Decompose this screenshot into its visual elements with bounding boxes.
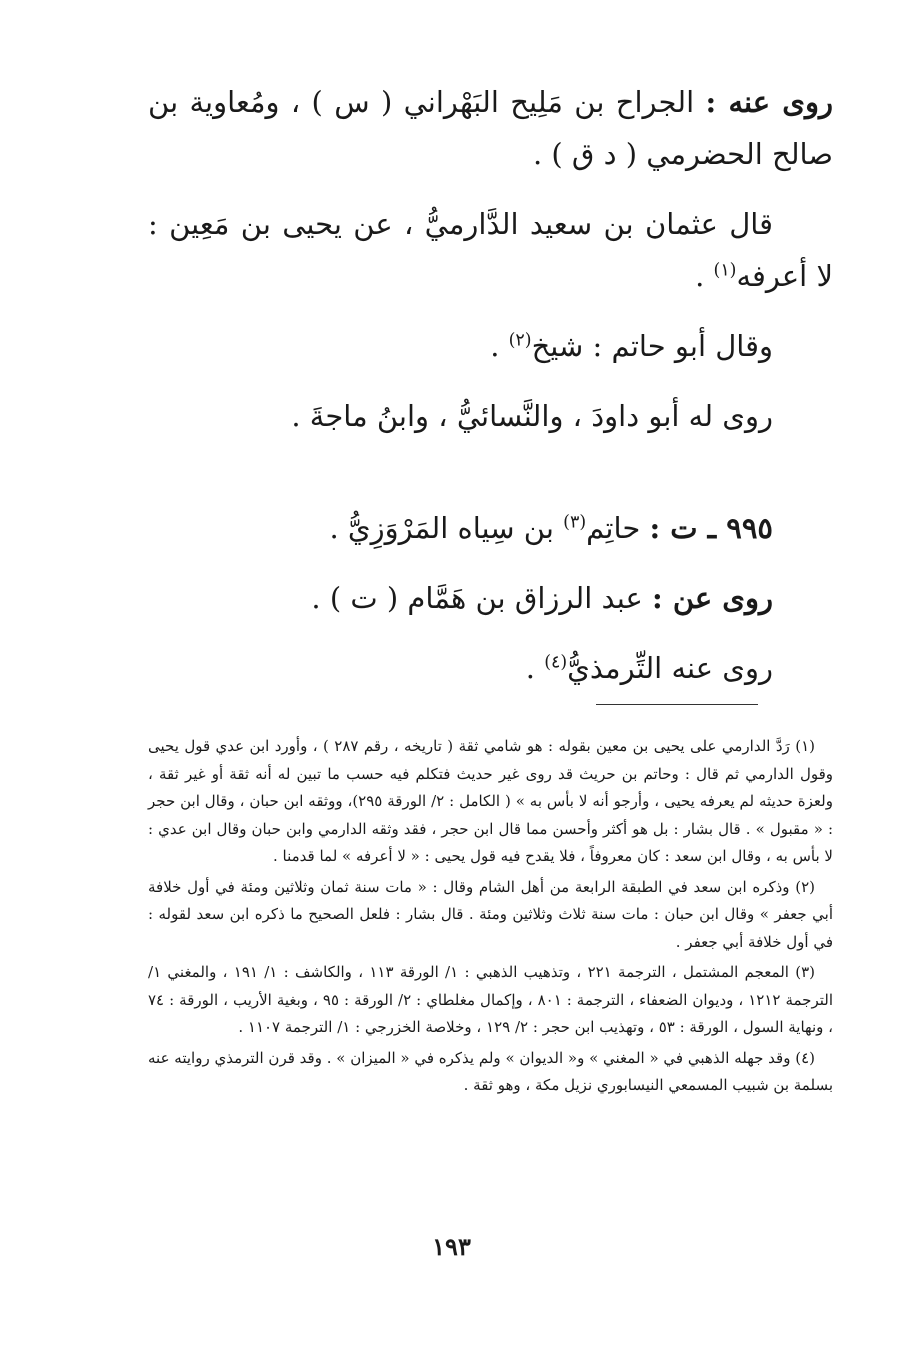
footnote-ref-1[interactable]: (١) bbox=[713, 260, 737, 281]
paragraph-end: . bbox=[490, 329, 509, 363]
paragraph-narrated-from bbox=[148, 572, 833, 624]
footnote-ref-3[interactable]: (٣) bbox=[563, 512, 587, 533]
paragraph-narrators-from bbox=[148, 76, 833, 180]
paragraph-tirmidhi bbox=[148, 642, 833, 694]
footnote-ref-2[interactable]: (٢) bbox=[508, 330, 532, 351]
paragraph-text: وقال أبو حاتم : شيخ bbox=[531, 329, 773, 363]
entry-number: ٩٩٥ ـ ت : bbox=[649, 511, 773, 545]
entry-heading-995 bbox=[148, 502, 833, 554]
section-label: روى عنه : bbox=[705, 85, 833, 119]
paragraph-abu-hatim bbox=[148, 320, 833, 372]
paragraph-text: الجراح بن مَلِيح البَهْراني ( س ) ، ومُعاوية بن صالح الحضرمي ( د ق ) . bbox=[148, 85, 833, 171]
footnote-1: (١) رَدَّ الدارمي على يحيى بن معين بقوله : هو شامي ثقة ( تاريخه ، رقم ٢٨٧ ) ، وأورد ابن عدي قول يحيى وقول الدارمي ثم قال : وحاتم بن حريث قد روى غير حديث فتكلم فيه حسب ما تبين له أنه ثقة أو غير ثقة ، ولعزة حديثه لم يعرفه يحيى ، وأرجو أنه لا بأس به » ( الكامل : ٢/ الورقة ٢٩٥)، ووثقه ابن حبان ، وقال ابن حجر : « مقبول » . قال بشار : بل هو أكثر وأحسن مما قال ابن حجر ، فقد وثقه الدارمي وابن حبان وقال ابن عدي : لا بأس به ، وقال ابن سعد : كان معروفاً ، فلا يقدح فيه قول يحيى : « لا أعرفه » لما قدمنا . bbox=[148, 737, 833, 865]
paragraph-narrated-by bbox=[148, 390, 833, 442]
paragraph-ibn-maeen bbox=[148, 198, 833, 302]
paragraph-text: عبد الرزاق بن هَمَّام ( ت ) . bbox=[311, 581, 653, 615]
paragraph-end: بن سِياه المَرْوَزِيُّ . bbox=[329, 511, 564, 545]
paragraph-text: روى عنه التِّرمذيُّ bbox=[567, 651, 773, 685]
footnote-4: (٤) وقد جهله الذهبي في « المغني » و« الديوان » ولم يذكره في « الميزان » . وقد قرن الترمذي روايته عنه بسلمة بن شبيب المسمعي النيسابوري نزيل مكة ، وهو ثقة . bbox=[148, 1048, 833, 1094]
page-number: ١٩٣ bbox=[432, 1232, 471, 1261]
footnote-ref-4[interactable]: (٤) bbox=[544, 652, 568, 673]
paragraph-text: حاتِم bbox=[586, 511, 650, 545]
main-text bbox=[148, 76, 833, 694]
paragraph-end: . bbox=[695, 259, 714, 293]
paragraph-text: قال عثمان بن سعيد الدَّارميُّ ، عن يحيى بن مَعِين : لا أعرفه bbox=[148, 207, 833, 293]
section-label: روى عن : bbox=[652, 581, 773, 615]
footnotes bbox=[148, 733, 833, 1100]
paragraph-end: . bbox=[525, 651, 545, 685]
footnote-2: (٢) وذكره ابن سعد في الطبقة الرابعة من أهل الشام وقال : « مات سنة ثمان وثلاثين ومئة في أول خلافة أبي جعفر » وقال ابن حبان : مات سنة ثلاث وثلاثين ومئة . قال بشار : فلعل الصحيح ما ذكره ابن سعد لقوله : في أول خلافة أبي جعفر . bbox=[148, 877, 833, 951]
paragraph-text: روى له أبو داودَ ، والنَّسائيُّ ، وابنُ ماجةَ . bbox=[291, 399, 773, 433]
footnote-3: (٣) المعجم المشتمل ، الترجمة ٢٢١ ، وتذهيب الذهبي : ١/ الورقة ١١٣ ، والكاشف : ١/ ١٩١ ، والمغني ١/ الترجمة ١٢١٢ ، وديوان الضعفاء ، الترجمة : ٨٠١ ، وإكمال مغلطاي : ٢/ الورقة : ٩٥ ، وبغية الأريب ، الورقة : ٧٤ ، ونهاية السول ، الورقة : ٥٣ ، وتهذيب ابن حجر : ٢/ ١٢٩ ، وخلاصة الخزرجي : ١/ الترجمة ١١٠٧ . bbox=[148, 963, 833, 1036]
footnote-divider bbox=[596, 704, 758, 705]
